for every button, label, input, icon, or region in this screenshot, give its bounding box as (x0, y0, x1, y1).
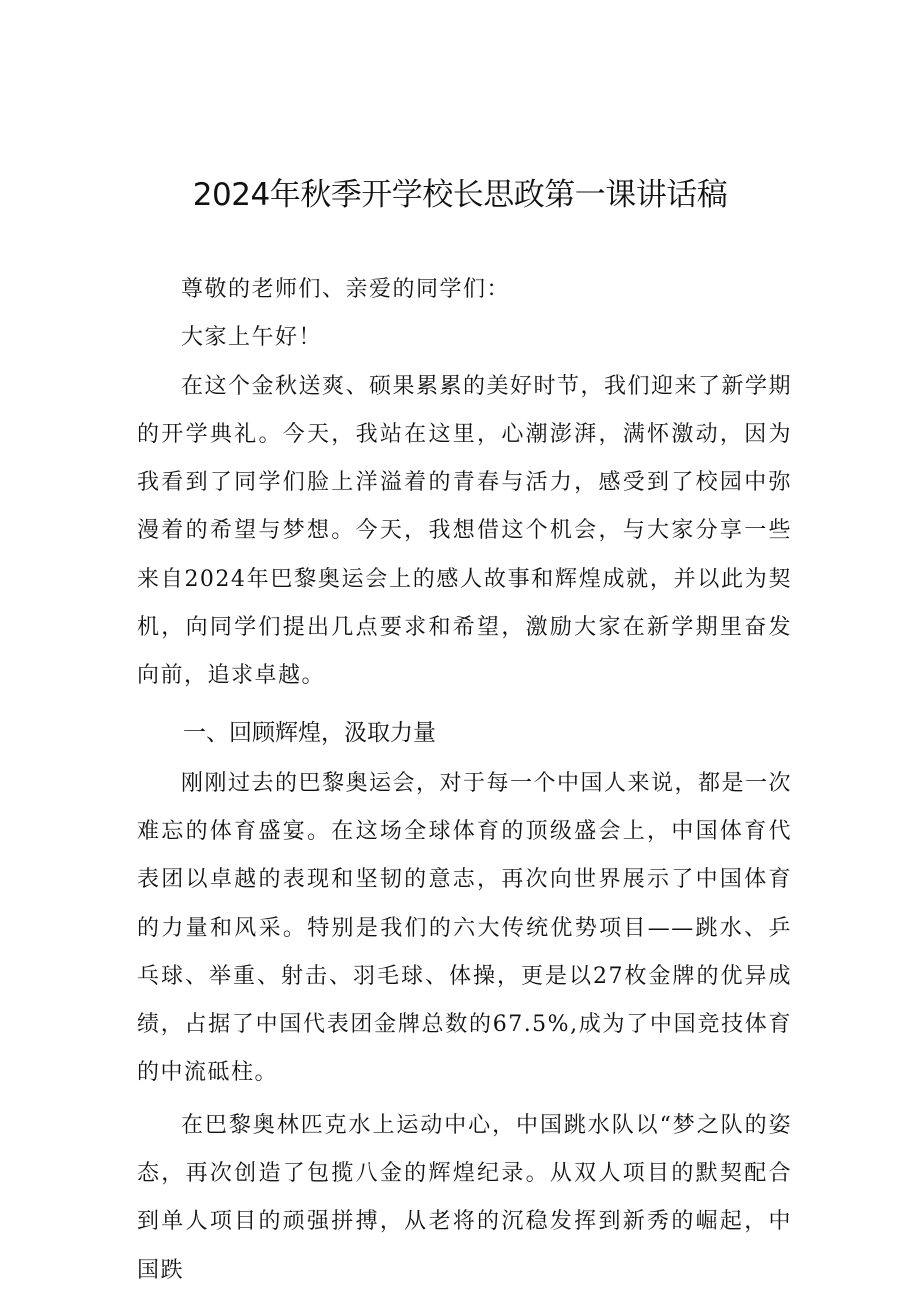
salutation-paragraph: 大家上午好！ (181, 325, 323, 351)
section-paragraph: 在巴黎奥林匹克水上运动中心，中国跳水队以“梦之队的姿态，再次创造了包揽八金的辉煌纪录。从双人项目的默契配合到单人项目的顽强拼搏，从老将的沉稳发挥到新秀的崛起，中国跌 (137, 1112, 792, 1283)
section-paragraph: 刚刚过去的巴黎奥运会，对于每一个中国人来说，都是一次难忘的体育盛宴。在这场全球体育的顶级盛会上，中国体育代表团以卓越的表现和坚韧的意志，再次向世界展示了中国体育的力量和风采。特别是我们的六大传统优势项目——跳水、乒乓球、举重、射击、羽毛球、体操，更是以27枚金牌的优异成绩，占据了中国代表团金牌总数的67.5%,成为了中国竞技体育的中流砥柱。 (137, 770, 793, 1086)
greeting-paragraph: 尊敬的老师们、亲爱的同学们： (181, 277, 511, 302)
intro-paragraph: 在这个金秋送爽、硕果累累的美好时节，我们迎来了新学期的开学典礼。今天，我站在这里，心潮澎湃，满怀激动，因为我看到了同学们脸上洋溢着的青春与活力，感受到了校园中弥漫着的希望与梦想。今天，我想借这个机会，与大家分享一些来自2024年巴黎奥运会上的感人故事和辉煌成就，并以此为契机，向同学们提出几点要求和希望，激励大家在新学期里奋发向前，追求卓越。 (137, 373, 793, 689)
document-title: 2024年秋季开学校长思政第一课讲话稿 (192, 177, 728, 213)
section-heading: 一、回顾辉煌，汲取力量 (183, 719, 436, 746)
document-body (137, 266, 792, 1295)
